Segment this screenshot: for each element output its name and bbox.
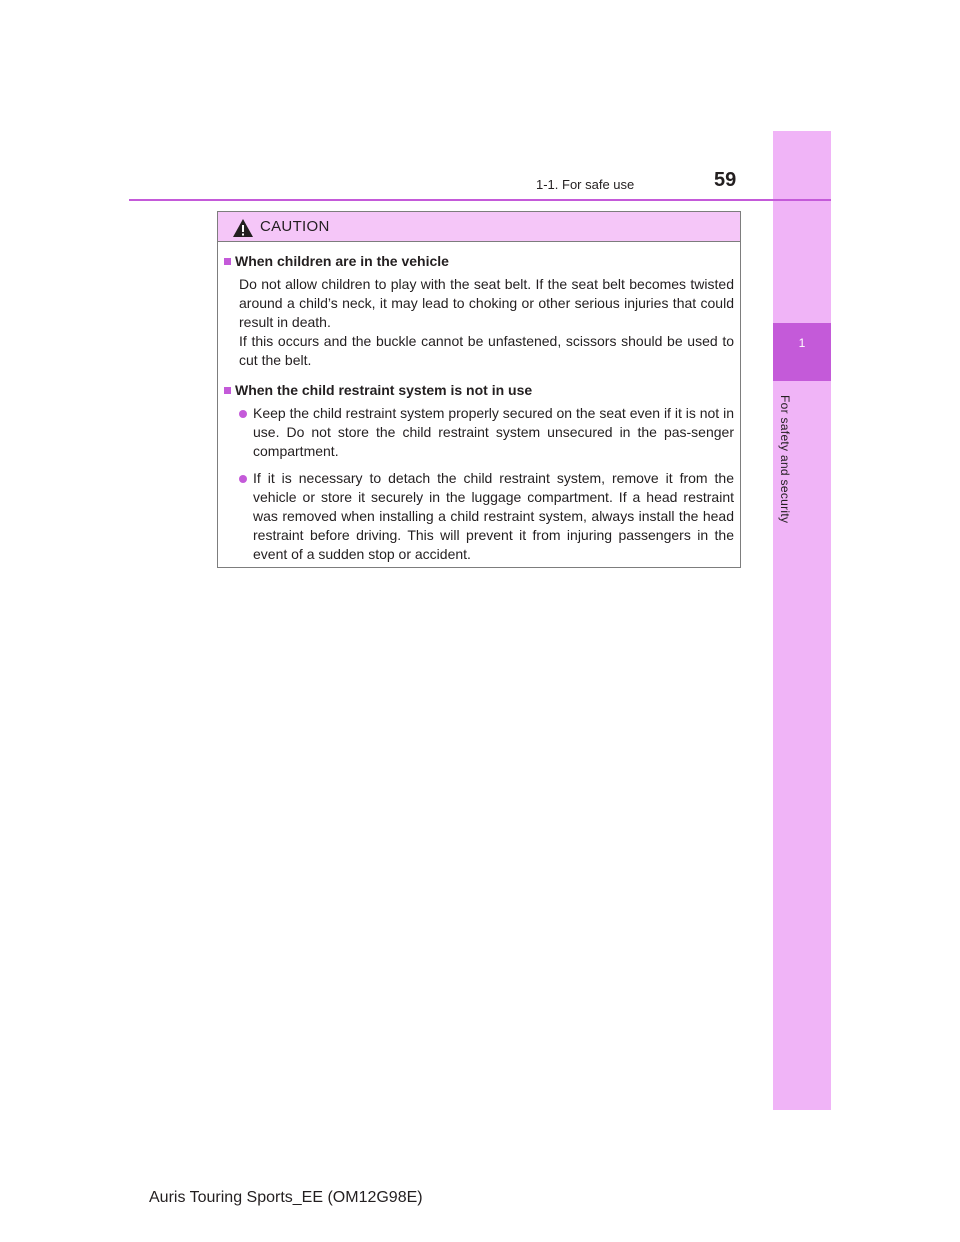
heading-text: When the child restraint system is not in use — [235, 382, 533, 398]
list-item — [224, 404, 734, 461]
dot-bullet-icon — [239, 410, 247, 418]
list-item-text: If it is necessary to detach the child restraint system, remove it from the vehicle or store it securely in the luggage compartment. If a head restraint was removed when installing a child restraint system, always install the head restraint before driving. This will prevent it from injuring passengers in the event of a sudden stop or accident. — [253, 470, 734, 562]
header-rule — [129, 199, 831, 201]
heading-text: When children are in the vehicle — [235, 253, 449, 269]
dot-bullet-icon — [239, 475, 247, 483]
list-item-text: Keep the child restraint system properly secured on the seat even if it is not in use. Do not store the child restraint system unsecured in the pas-senger compartment. — [253, 405, 734, 459]
caution-box — [217, 211, 741, 568]
footer-document-name: Auris Touring Sports_EE (OM12G98E) — [149, 1189, 423, 1206]
paragraph: Do not allow children to play with the seat belt. If the seat belt becomes twisted around a child’s neck, it may lead to choking or other serious injuries that could result in death. — [239, 276, 734, 330]
warning-icon — [232, 218, 254, 238]
caution-body — [218, 242, 740, 564]
chapter-title: For safety and security — [778, 395, 792, 524]
square-bullet-icon — [224, 258, 231, 265]
section-heading — [224, 252, 734, 271]
side-tab — [773, 131, 831, 1110]
square-bullet-icon — [224, 387, 231, 394]
chapter-marker — [773, 323, 831, 381]
caution-title: CAUTION — [260, 218, 330, 235]
caution-header — [218, 212, 740, 242]
paragraph: If this occurs and the buckle cannot be unfastened, scissors should be used to cut the belt. — [239, 333, 734, 368]
page-number: 59 — [714, 169, 737, 191]
section-heading — [224, 381, 734, 400]
list-item — [224, 469, 734, 564]
chapter-number: 1 — [798, 336, 806, 350]
section-title: 1-1. For safe use — [536, 177, 635, 192]
